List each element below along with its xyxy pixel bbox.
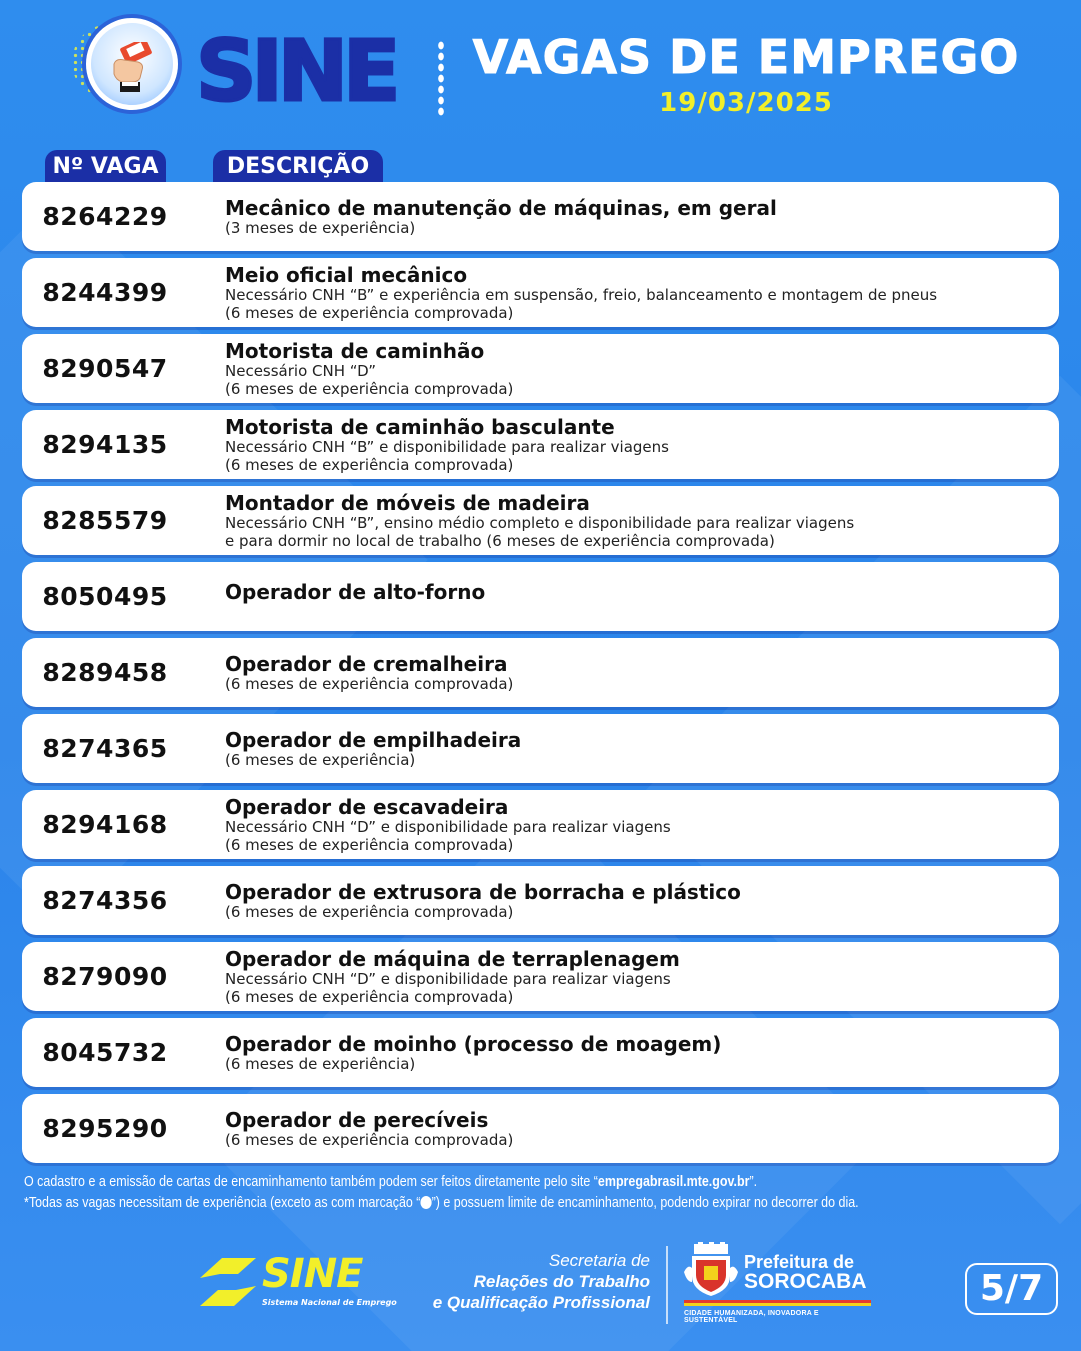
job-description <box>225 638 1055 707</box>
job-title: Meio oficial mecânico <box>225 262 468 287</box>
job-detail: (6 meses de experiência comprovada) <box>225 902 514 921</box>
footnote-experience <box>24 1193 918 1214</box>
column-header-number: Nº VAGA <box>45 150 166 183</box>
sine-symbol-icon <box>198 1256 258 1308</box>
prefeitura-label: Prefeitura de <box>744 1252 855 1272</box>
header <box>0 0 1081 140</box>
footer-divider <box>666 1246 668 1324</box>
job-title: Operador de perecíveis <box>225 1107 489 1132</box>
job-row <box>22 182 1059 251</box>
page-date: 19/03/2025 <box>659 88 833 118</box>
job-description <box>225 1018 1055 1087</box>
secretaria-line: Relações do Trabalho <box>473 1272 650 1291</box>
job-row <box>22 942 1059 1011</box>
job-title: Operador de máquina de terraplenagem <box>225 946 680 971</box>
job-number: 8294135 <box>42 430 168 459</box>
job-detail: Necessário CNH “D” e disponibilidade para realizar viagens <box>225 969 671 988</box>
job-row <box>22 1094 1059 1163</box>
footnote-text: O cadastro e a emissão de cartas de encaminhamento também podem ser feitos diretamente pelo site “ <box>24 1174 598 1190</box>
job-detail: (6 meses de experiência comprovada) <box>225 379 514 398</box>
secretaria-line: e Qualificação Profissional <box>432 1293 650 1312</box>
job-row <box>22 638 1059 707</box>
job-detail: Necessário CNH “B” e disponibilidade para realizar viagens <box>225 437 669 456</box>
job-detail: Necessário CNH “B”, ensino médio completo e disponibilidade para realizar viagens <box>225 513 855 532</box>
job-number: 8274356 <box>42 886 168 915</box>
page-title: VAGAS DE EMPREGO <box>472 30 1020 84</box>
job-title: Montador de móveis de madeira <box>225 490 590 515</box>
job-description <box>225 486 1055 555</box>
job-description <box>225 562 1055 631</box>
job-title: Operador de extrusora de borracha e plástico <box>225 879 741 904</box>
job-title: Operador de escavadeira <box>225 794 509 819</box>
job-detail: (3 meses de experiência) <box>225 218 416 237</box>
job-row <box>22 866 1059 935</box>
footnote-site <box>24 1172 918 1193</box>
job-title: Operador de cremalheira <box>225 651 508 676</box>
job-description <box>225 790 1055 859</box>
page-indicator: 5/7 <box>965 1263 1058 1315</box>
job-row <box>22 790 1059 859</box>
header-divider <box>437 40 445 116</box>
footer <box>0 1230 1081 1330</box>
job-detail: (6 meses de experiência comprovada) <box>225 1130 514 1149</box>
sorocaba-crest-icon <box>684 1242 738 1298</box>
job-number: 8294168 <box>42 810 168 839</box>
job-detail: (6 meses de experiência comprovada) <box>225 835 514 854</box>
job-title: Operador de alto-forno <box>225 580 486 604</box>
secretaria-name <box>400 1250 650 1313</box>
sine-footer-logo: SINE <box>262 1251 363 1297</box>
city-flag-bar <box>684 1300 871 1306</box>
job-title: Operador de moinho (processo de moagem) <box>225 1031 722 1056</box>
column-header-description: DESCRIÇÃO <box>213 150 383 183</box>
job-detail: e para dormir no local de trabalho (6 meses de experiência comprovada) <box>225 531 775 550</box>
sine-footer-subtitle: Sistema Nacional de Emprego <box>262 1298 397 1307</box>
job-description <box>225 334 1055 403</box>
job-detail: Necessário CNH “D” e disponibilidade para realizar viagens <box>225 817 671 836</box>
job-description <box>225 410 1055 479</box>
footnote-text: ”. <box>749 1174 758 1190</box>
footnote-text: ”) e possuem limite de encaminhamento, podendo expirar no decorrer do dia. <box>431 1195 859 1211</box>
job-detail: Necessário CNH “D” <box>225 361 376 380</box>
footnotes <box>24 1172 918 1214</box>
job-row <box>22 1018 1059 1087</box>
no-experience-marker-icon <box>420 1196 431 1209</box>
secretaria-line: Secretaria de <box>548 1251 650 1270</box>
job-row <box>22 486 1059 555</box>
job-detail: (6 meses de experiência comprovada) <box>225 987 514 1006</box>
job-number: 8289458 <box>42 658 168 687</box>
job-row <box>22 258 1059 327</box>
job-detail: (6 meses de experiência comprovada) <box>225 674 514 693</box>
job-detail: (6 meses de experiência comprovada) <box>225 303 514 322</box>
job-description <box>225 714 1055 783</box>
job-description <box>225 942 1055 1011</box>
job-row <box>22 410 1059 479</box>
job-description <box>225 1094 1055 1163</box>
job-description <box>225 258 1055 327</box>
job-number: 8264229 <box>42 202 168 231</box>
hand-card-icon <box>108 42 154 92</box>
footnote-text: *Todas as vagas necessitam de experiência (exceto as com marcação “ <box>24 1195 421 1211</box>
job-number: 8295290 <box>42 1114 168 1143</box>
job-detail: Necessário CNH “B” e experiência em suspensão, freio, balanceamento e montagem de pneus <box>225 285 938 304</box>
job-row <box>22 714 1059 783</box>
job-title: Operador de empilhadeira <box>225 727 522 752</box>
job-detail: (6 meses de experiência) <box>225 1054 416 1073</box>
job-description <box>225 182 1055 251</box>
job-number: 8290547 <box>42 354 168 383</box>
job-number: 8244399 <box>42 278 168 307</box>
job-number: 8045732 <box>42 1038 168 1067</box>
job-detail: (6 meses de experiência) <box>225 750 416 769</box>
job-row <box>22 562 1059 631</box>
job-number: 8274365 <box>42 734 168 763</box>
job-title: Motorista de caminhão basculante <box>225 414 615 439</box>
city-slogan: CIDADE HUMANIZADA, INOVADORA E SUSTENTÁVEL <box>684 1310 819 1324</box>
job-number: 8285579 <box>42 506 168 535</box>
job-description <box>225 866 1055 935</box>
job-number: 8279090 <box>42 962 168 991</box>
job-title: Mecânico de manutenção de máquinas, em geral <box>225 195 777 220</box>
job-title: Motorista de caminhão <box>225 338 485 363</box>
job-row <box>22 334 1059 403</box>
site-link[interactable]: empregabrasil.mte.gov.br <box>597 1174 750 1190</box>
sine-logo-text: SINE <box>196 22 396 120</box>
job-number: 8050495 <box>42 582 168 611</box>
prefeitura-city: SOROCABA <box>744 1270 867 1293</box>
job-detail: (6 meses de experiência comprovada) <box>225 455 514 474</box>
